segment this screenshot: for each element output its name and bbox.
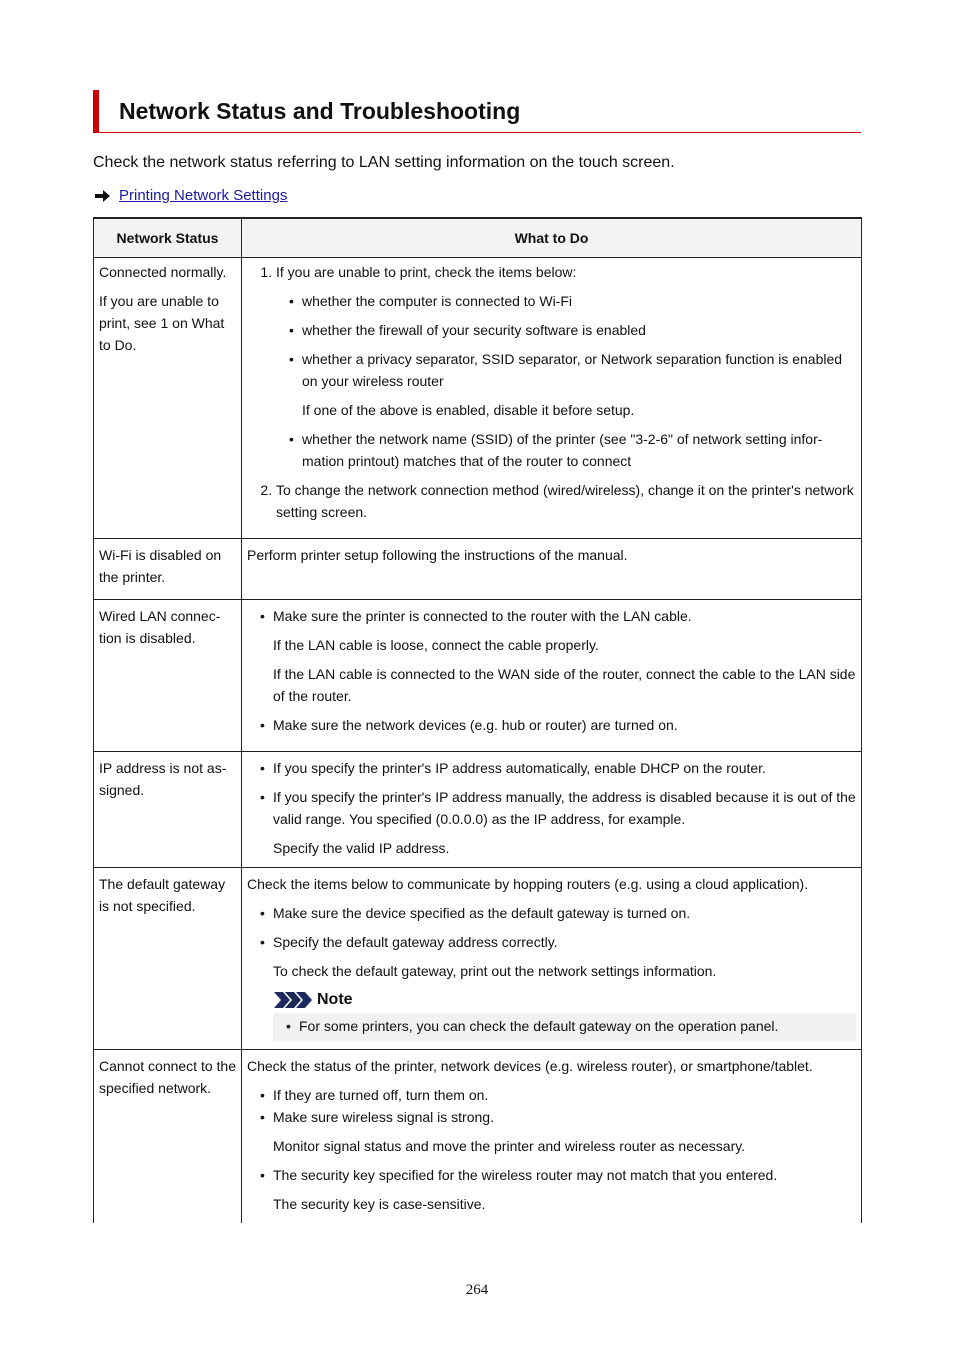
table-row bbox=[94, 752, 862, 868]
paragraph: Check the status of the printer, network devices (e.g. wireless router), or smartphone/tablet. bbox=[247, 1058, 813, 1074]
status-cell: The default gateway is not specified. bbox=[94, 868, 242, 1050]
status-cell: Wi-Fi is disabled on the printer. bbox=[94, 539, 242, 600]
action-cell bbox=[242, 258, 862, 539]
status-cell bbox=[94, 258, 242, 539]
status-note: If you are unable to print, see 1 on What to Do. bbox=[99, 293, 225, 353]
list-item: • Make sure the device specified as the default gateway is turned on. bbox=[273, 902, 856, 924]
title-accent-bar bbox=[93, 90, 99, 133]
paragraph: To check the default gateway, print out the network settings information. bbox=[273, 963, 717, 979]
list-item: 1. If you are unable to print, check the items below: • whether the computer is connected to Wi-Fi • whether the firewall of your security software is enabled • whether a privacy separator, SSID separator, or Network separation function is enabled on your wireless router If one of the above is enabled, disable it before setup. • whether the network name (SSID) of the printer (see "3-2-6" of network setting information printout) matches that of the router to connect bbox=[276, 261, 856, 472]
header-network-status: Network Status bbox=[94, 218, 242, 258]
status-cell: IP address is not assigned. bbox=[94, 752, 242, 868]
list-item: • Make sure the printer is connected to the router with the LAN cable. bbox=[273, 605, 856, 627]
note-box: • For some printers, you can check the default gateway on the operation panel. bbox=[273, 1013, 856, 1041]
list-item: • If you specify the printer's IP address manually, the address is disabled because it is out of the valid range. You specified (0.0.0.0) as the IP address, for example. bbox=[273, 786, 856, 830]
table-row bbox=[94, 1050, 862, 1224]
action-cell bbox=[242, 868, 862, 1050]
printing-network-settings-link[interactable]: Printing Network Settings bbox=[119, 187, 288, 204]
paragraph: If the LAN cable is connected to the WAN side of the router, connect the cable to the LAN side of the router. bbox=[273, 666, 856, 704]
table-row bbox=[94, 258, 862, 539]
numbered-list bbox=[247, 261, 856, 523]
note-heading bbox=[247, 989, 856, 1011]
arrow-right-icon bbox=[95, 190, 111, 202]
bullet-list bbox=[247, 902, 856, 953]
related-link-row bbox=[95, 187, 287, 204]
list-item: • whether the computer is connected to Wi-Fi bbox=[302, 290, 856, 312]
bullet-list bbox=[276, 290, 856, 392]
note-chevrons-icon bbox=[273, 992, 313, 1008]
intro-text: Check the network status referring to LAN setting information on the touch screen. bbox=[93, 154, 675, 171]
bullet-list bbox=[247, 605, 856, 627]
bullet-list bbox=[247, 1164, 856, 1186]
bullet-list bbox=[247, 714, 856, 736]
list-item: • Make sure the network devices (e.g. hub or router) are turned on. bbox=[273, 714, 856, 736]
table-row bbox=[94, 868, 862, 1050]
status-cell: Cannot connect to the specified network. bbox=[94, 1050, 242, 1224]
paragraph: Specify the valid IP address. bbox=[273, 840, 450, 856]
list-item: • If you specify the printer's IP address automatically, enable DHCP on the router. bbox=[273, 757, 856, 779]
page-title: Network Status and Troubleshooting bbox=[119, 98, 521, 124]
bullet-list bbox=[247, 757, 856, 830]
note-label: Note bbox=[317, 991, 353, 1008]
list-item: • If they are turned off, turn them on. bbox=[273, 1084, 856, 1106]
list-item: • Make sure wireless signal is strong. bbox=[273, 1106, 856, 1128]
list-item: • The security key specified for the wireless router may not match that you entered. bbox=[273, 1164, 856, 1186]
bullet-list bbox=[247, 1084, 856, 1128]
paragraph: The security key is case-sensitive. bbox=[273, 1196, 486, 1212]
action-cell bbox=[242, 539, 862, 600]
header-what-to-do: What to Do bbox=[242, 218, 862, 258]
list-item: 2. To change the network connection method (wired/wireless), change it on the printer's network setting screen. bbox=[276, 479, 856, 523]
table-row bbox=[94, 539, 862, 600]
action-cell bbox=[242, 1050, 862, 1224]
paragraph: If the LAN cable is loose, connect the cable properly. bbox=[273, 637, 599, 653]
action-cell bbox=[242, 600, 862, 752]
list-item: • Specify the default gateway address correctly. bbox=[273, 931, 856, 953]
title-rule bbox=[93, 132, 861, 133]
table-row bbox=[94, 600, 862, 752]
list-item: • whether the firewall of your security software is enabled bbox=[302, 319, 856, 341]
status-cell: Wired LAN connection is disabled. bbox=[94, 600, 242, 752]
status-text: Connected normally. bbox=[99, 264, 227, 280]
page-number: 264 bbox=[465, 1282, 489, 1298]
paragraph: Check the items below to communicate by hopping routers (e.g. using a cloud application). bbox=[247, 876, 809, 892]
paragraph: Perform printer setup following the instructions of the manual. bbox=[247, 547, 628, 563]
list-item: • whether the network name (SSID) of the printer (see "3-2-6" of network setting information printout) matches that of the router to connect bbox=[302, 428, 856, 472]
network-status-table bbox=[93, 217, 862, 1223]
paragraph: If one of the above is enabled, disable it before setup. bbox=[302, 402, 635, 418]
bullet-list bbox=[276, 428, 856, 472]
table-header-row bbox=[94, 218, 862, 258]
paragraph: Monitor signal status and move the printer and wireless router as necessary. bbox=[273, 1138, 746, 1154]
action-cell bbox=[242, 752, 862, 868]
list-item: • whether a privacy separator, SSID separator, or Network separation function is enabled on your wireless router bbox=[302, 348, 856, 392]
